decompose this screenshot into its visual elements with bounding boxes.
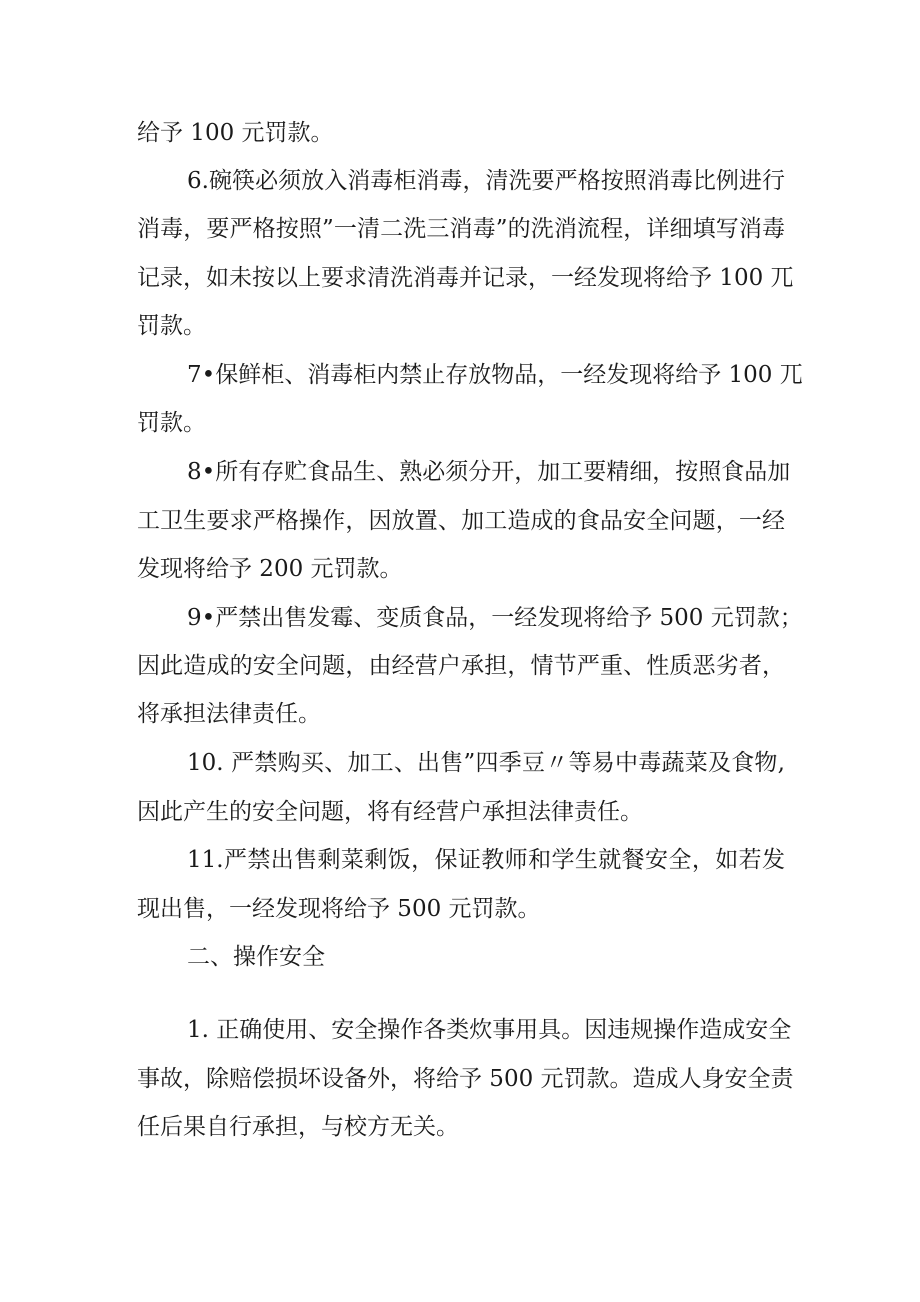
text-line-12: 因此造成的安全问题，由经营户承担，情节严重、性质恶劣者， (137, 653, 785, 679)
text-line-4: 记录，如未按以上要求清洗消毒并记录，一经发现将给予 100 兀 (137, 265, 794, 291)
text-line-5: 罚款。 (137, 313, 206, 339)
text-line-19: 1. 正确使用、安全操作各类炊事用具。因违规操作造成安全 (187, 1017, 792, 1043)
text-line-7: 罚款。 (137, 410, 206, 436)
text-line-13: 将承担法律责任。 (137, 701, 321, 727)
text-line-20: 事故，除赔偿损坏设备外，将给予 500 元罚款。造成人身安全责 (137, 1066, 794, 1092)
text-line-1: 给予 100 元罚款。 (137, 120, 334, 146)
text-line-16: 11.严禁出售剩菜剩饭，保证教师和学生就餐安全，如若发 (187, 847, 785, 873)
section-heading: 二、操作安全 (187, 944, 325, 970)
text-line-15: 因此产生的安全问题，将有经营户承担法律责任。 (137, 799, 643, 825)
text-line-9: 工卫生要求严格操作，因放置、加工造成的食品安全问题，一经 (137, 508, 785, 534)
text-line-6: 7•保鲜柜、消毒柜内禁止存放物品，一经发现将给予 100 兀 (187, 362, 803, 388)
text-line-14: 10. 严禁购买、加工、出售”四季豆〃等易中毒蔬菜及食物, (187, 750, 785, 776)
text-line-17: 现出售，一经发现将给予 500 元罚款。 (137, 896, 541, 922)
text-line-3: 消毒，要严格按照”一清二洗三消毒”的洗消流程，详细填写消毒 (137, 216, 785, 242)
text-line-10: 发现将给予 200 元罚款。 (137, 556, 403, 582)
text-line-8: 8•所有存贮食品生、熟必须分开，加工要精细，按照食品加 (187, 459, 791, 485)
text-line-2: 6.碗筷必须放入消毒柜消毒，清洗要严格按照消毒比例进行 (187, 168, 785, 194)
text-line-21: 任后果自行承担，与校方无关。 (137, 1114, 459, 1140)
text-line-11: 9•严禁出售发霉、变质食品，一经发现将给予 500 元罚款； (187, 605, 803, 631)
